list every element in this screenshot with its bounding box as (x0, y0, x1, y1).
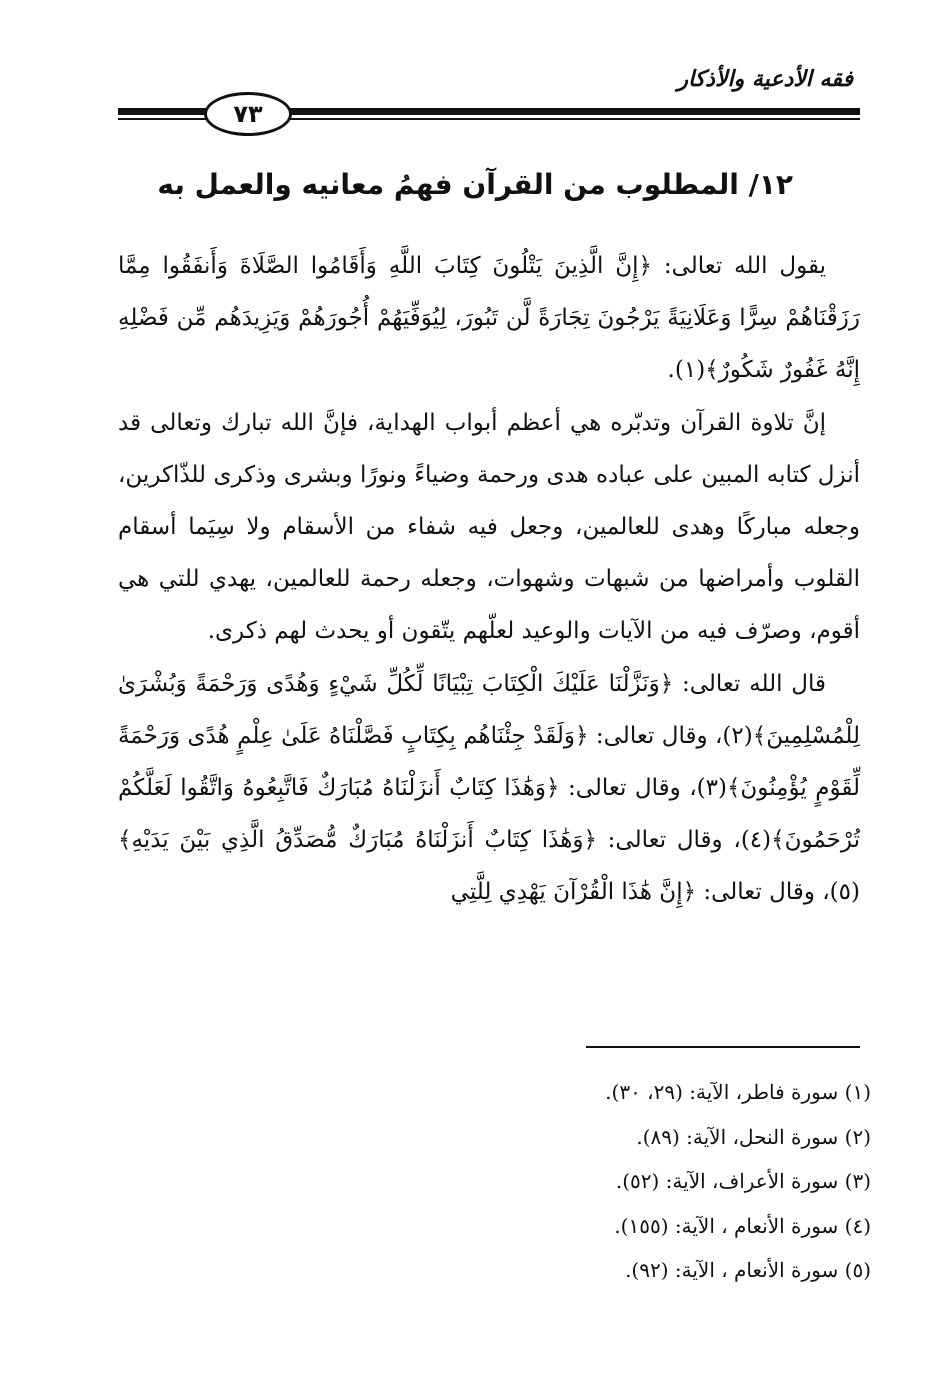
page-number-badge (204, 92, 292, 136)
footnote-1: (١) سورة فاطر، الآية: (٢٩، ٣٠). (605, 1080, 871, 1104)
footnote-5: (٥) سورة الأنعام ، الآية: (٩٢). (625, 1258, 871, 1282)
footnote-rule (586, 1046, 860, 1048)
book-title: فقه الأدعية والأذكار (677, 66, 853, 92)
footnote-3: (٣) سورة الأعراف، الآية: (٥٢). (615, 1169, 871, 1193)
paragraph-1: يقول الله تعالى: ﴿إِنَّ الَّذِينَ يَتْلُونَ كِتَابَ اللَّهِ وَأَقَامُوا الصَّلَاةَ وَأَنفَقُوا مِمَّا رَزَقْنَاهُمْ سِرًّا وَعَلَانِيَةً يَرْجُونَ تِجَارَةً لَّن تَبُورَ، لِيُوَفِّيَهُمْ أُجُورَهُمْ وَيَزِيدَهُم مِّن فَضْلِهِ إِنَّهُ غَفُورٌ شَكُورٌ﴾(١). (118, 253, 860, 384)
footnote-2: (٢) سورة النحل، الآية: (٨٩). (636, 1124, 871, 1149)
paragraph-3: قال الله تعالى: ﴿وَنَزَّلْنَا عَلَيْكَ الْكِتَابَ تِبْيَانًا لِّكُلِّ شَيْءٍ وَهُدًى وَرَحْمَةً وَبُشْرَىٰ لِلْمُسْلِمِينَ﴾(٢)، وقال تعالى: ﴿وَلَقَدْ جِئْنَاهُم بِكِتَابٍ فَصَّلْنَاهُ عَلَىٰ عِلْمٍ هُدًى وَرَحْمَةً لِّقَوْمٍ يُؤْمِنُونَ﴾(٣)، وقال تعالى: ﴿وَهَٰذَا كِتَابٌ أَنزَلْنَاهُ مُبَارَكٌ فَاتَّبِعُوهُ وَاتَّقُوا لَعَلَّكُمْ تُرْحَمُونَ﴾(٤)، وقال تعالى: ﴿وَهَٰذَا كِتَابٌ أَنزَلْنَاهُ مُبَارَكٌ مُّصَدِّقُ الَّذِي بَيْنَ يَدَيْهِ﴾(٥)، وقال تعالى: ﴿إِنَّ هَٰذَا الْقُرْآنَ يَهْدِي لِلَّتِي (118, 670, 860, 906)
section-heading: ١٢/ المطلوب من القرآن فهمُ معانيه والعمل به (157, 168, 793, 201)
footnotes (171, 1070, 871, 1293)
footnote-4: (٤) سورة الأنعام ، الآية: (١٥٥). (614, 1213, 871, 1238)
page-number: ٧٣ (233, 100, 263, 128)
paragraph-2: إنَّ تلاوة القرآن وتدبّره هي أعظم أبواب الهداية، فإنَّ الله تبارك وتعالى قد أنزل كتابه المبين على عباده هدى ورحمة وضياءً ونورًا وبشرى وذكرى للذّاكرين، وجعله مباركًا وهدى للعالمين، وجعل فيه شفاء من الأسقام ولا سِيَما أسقام القلوب وأمراضها من شبهات وشهوات، وجعله رحمة للعالمين، يهدي للتي هي أقوم، وصرّف فيه من الآيات والوعيد لعلّهم يتّقون أو يحدث لهم ذكرى. (118, 409, 860, 645)
body-text (118, 240, 860, 919)
